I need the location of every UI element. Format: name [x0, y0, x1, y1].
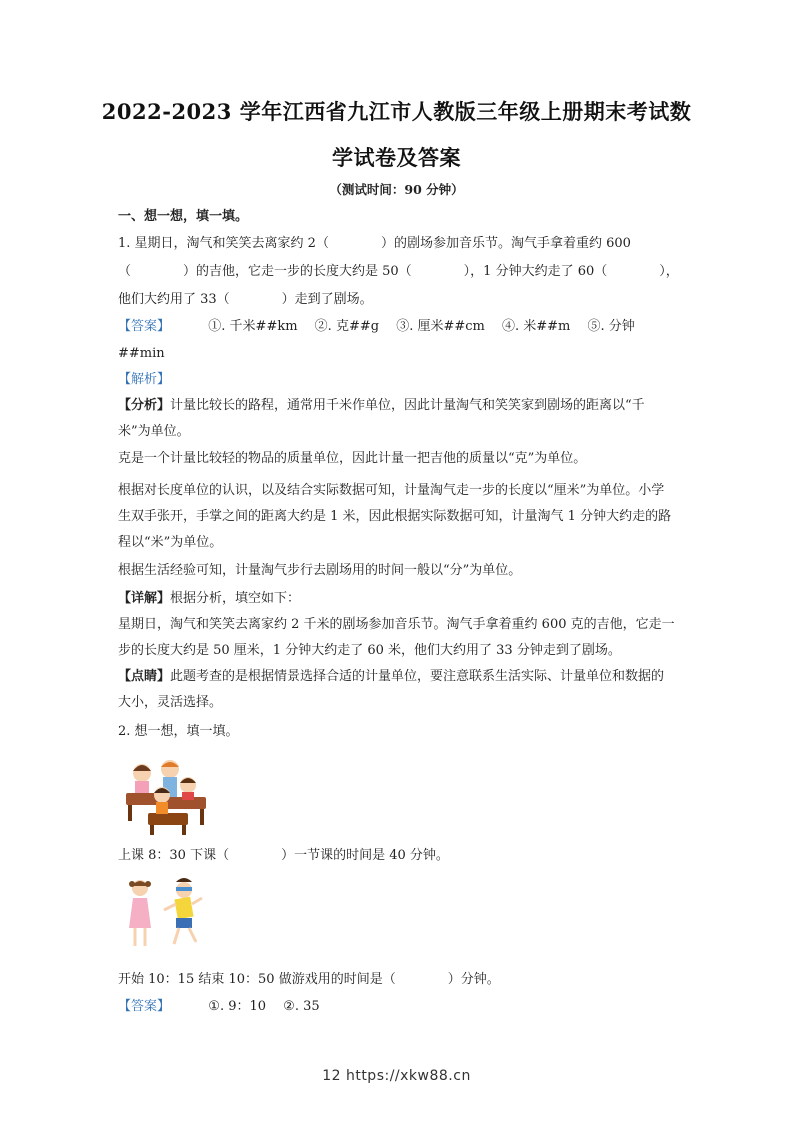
dianjing — [118, 664, 676, 716]
q2-line-b: 开始 10：15 结束 10：50 做游戏用的时间是（ ）分钟。 — [118, 972, 500, 987]
xiangjie-text: 根据分析，填空如下： — [170, 591, 301, 606]
page-title-line1: 2022-2023 学年江西省九江市人教版三年级上册期末考试数 — [101, 99, 692, 124]
q2-answer — [118, 997, 320, 1017]
xiangjie-detail: 星期日，淘气和笑笑去离家约 2 千米的剧场参加音乐节。淘气手拿着重约 600 克的吉他，它走一步的长度大约是 50 厘米，1 分钟大约走了 60 米，他们大约用了 33 分钟走到了剧场。 — [118, 617, 675, 658]
q2-line-a: 上课 8：30 下课（ ）一节课的时间是 40 分钟。 — [118, 848, 449, 863]
q1-line2: （ ）的吉他，它走一步的长度大约是 50（ ），1 分钟大约走了 60（ ）， — [118, 264, 679, 279]
q1-line3: 他们大约用了 33（ ）走到了剧场。 — [118, 292, 373, 307]
page-title-line2: 学试卷及答案 — [332, 145, 461, 170]
answer-text: ①. 千米##km ②. 克##g ③. 厘米##cm ④. 米##m ⑤. 分钟 — [208, 319, 635, 334]
classroom-illustration — [122, 755, 214, 837]
fenxi-label: 【分析】 — [118, 398, 171, 413]
q1-answer — [118, 317, 635, 337]
xiangjie-label: 【详解】 — [118, 591, 171, 606]
q1-answer-cont: ##min — [118, 346, 165, 361]
page-footer: 12 https://xkw88.cn — [322, 1068, 471, 1084]
q2-answer-label: 【答案】 — [118, 999, 171, 1014]
analysis-fenxi — [118, 393, 676, 445]
dianjing-text: 此题考查的是根据情景选择合适的计量单位，要注意联系生活实际、计量单位和数据的大小，灵活选择。 — [118, 669, 665, 710]
section-heading: 一、想一想，填一填。 — [118, 209, 249, 224]
q2-answer-text: ①. 9：10 ②. 35 — [208, 999, 320, 1014]
xiangjie — [118, 586, 676, 612]
test-duration: （测试时间：90 分钟） — [329, 182, 464, 197]
q2-heading: 2. 想一想，填一填。 — [118, 724, 239, 739]
answer-label: 【答案】 — [118, 319, 171, 334]
analysis-label: 【解析】 — [118, 372, 171, 387]
dianjing-label: 【点睛】 — [118, 669, 171, 684]
analysis-p2: 克是一个计量比较轻的物品的质量单位，因此计量一把吉他的质量以“克”为单位。 — [118, 451, 587, 466]
analysis-p3: 根据对长度单位的认识，以及结合实际数据可知，计量淘气走一步的长度以“厘米”为单位。小学生双手张开，手掌之间的距离大约是 1 米，因此根据实际数据可知，计量淘气 1 分钟大约走的路程以“米”为单位。 — [118, 483, 672, 550]
playing-children-illustration — [124, 876, 208, 952]
analysis-p4: 根据生活经验可知，计量淘气步行去剧场用的时间一般以“分”为单位。 — [118, 563, 522, 578]
fenxi-text: 计量比较长的路程，通常用千米作单位，因此计量淘气和笑笑家到剧场的距离以“千米”为单位。 — [118, 398, 645, 439]
q1-line1: 1. 星期日，淘气和笑笑去离家约 2（ ）的剧场参加音乐节。淘气手拿着重约 600 — [118, 236, 631, 251]
